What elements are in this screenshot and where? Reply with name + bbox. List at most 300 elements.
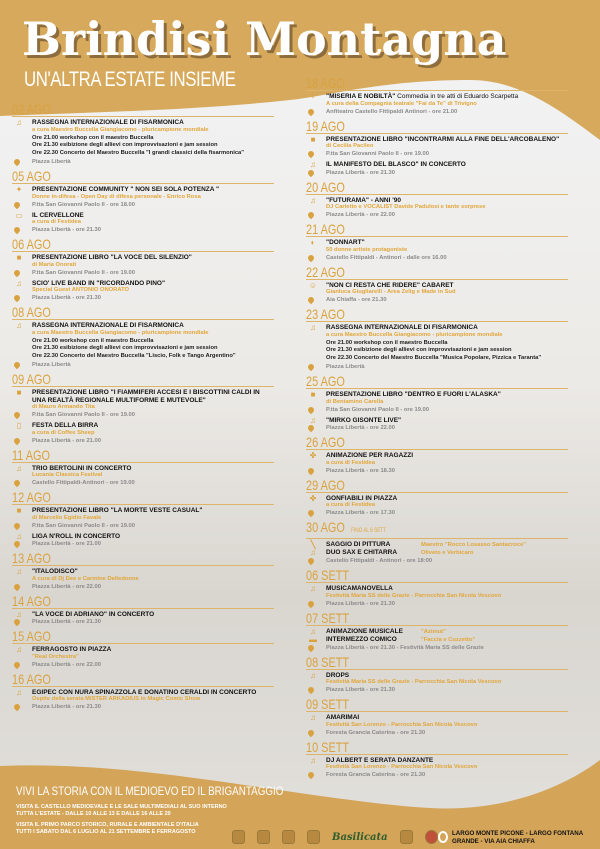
event-item: [306, 585, 568, 608]
event-title: [32, 507, 274, 515]
location-text: Piazza Libertà - ore 22.00: [32, 583, 101, 590]
location-pin-icon: [307, 253, 315, 261]
book-icon: ■: [16, 388, 22, 397]
event-title-text: "MISERIA E NOBILTÀ": [326, 93, 396, 100]
event-location: [32, 437, 274, 445]
event-title: [32, 568, 274, 576]
sponsor-logo: [282, 830, 295, 844]
location-pin-icon: [13, 582, 21, 590]
day-block: [306, 180, 568, 220]
event-item: [306, 417, 568, 433]
event-title-text: PRESENTAZIONE LIBRO "LA VOCE DEL SILENZIO": [32, 254, 192, 261]
event-location: [326, 644, 568, 652]
location-text: P.tta San Giovanni Paolo II - ore 18.00: [32, 201, 135, 208]
location-text: P.tta San Giovanni Paolo II - ore 19.00: [32, 522, 135, 529]
location-pin-icon: [307, 363, 315, 371]
day-block: [306, 222, 568, 262]
event-item: [306, 714, 568, 737]
event-item: [306, 93, 568, 116]
music-icon: ♫: [16, 321, 22, 330]
event-location: [326, 729, 568, 737]
event-title: [32, 422, 274, 430]
schedule-line: Ore 21.30 esibizione degli allievi con improvvisazioni e jam session: [326, 347, 512, 353]
date-label: 21 AGO: [306, 221, 345, 237]
location-text: Foresta Grancia Caterina - ore 21.30: [326, 729, 426, 736]
poster-title: Brindisi Montagna: [22, 12, 507, 66]
event-location: [32, 361, 274, 369]
schedule-column-right: [306, 76, 568, 782]
location-pin-icon: [307, 643, 315, 651]
event-location: [326, 406, 568, 414]
event-title: [326, 417, 568, 425]
event-item: [12, 322, 274, 369]
day-block: [306, 568, 568, 608]
event-subtitle: a cura di Festidea: [326, 459, 375, 466]
event-subtitle: di Maria Onorati: [32, 261, 77, 268]
event-subtitle: di Cecilia Pacileo: [326, 143, 374, 149]
event-title: [326, 161, 568, 169]
kids-icon: ✤: [309, 451, 317, 460]
game-icon: ▭: [15, 210, 23, 220]
date-heading: [12, 237, 216, 251]
day-block: [12, 672, 274, 712]
divider: [12, 686, 274, 687]
date-label: 15 AGO: [12, 628, 51, 644]
date-heading: [306, 307, 510, 321]
event-title: [32, 186, 274, 194]
date-label: 02 AGO: [12, 101, 51, 117]
sponsor-logos: [232, 830, 438, 844]
beer-icon: ▯: [16, 421, 22, 430]
location-text: Piazza Libertà - ore 21.30: [326, 169, 395, 176]
divider: [306, 538, 568, 539]
divider: [306, 133, 568, 134]
event-location: [326, 296, 568, 304]
event-title: [326, 672, 568, 680]
date-label: 11 AGO: [12, 446, 51, 463]
date-label: 22 AGO: [306, 263, 345, 280]
event-title-text: IL CERVELLONE: [32, 211, 84, 219]
event-location: [32, 661, 274, 669]
event-location: [326, 169, 568, 177]
footer-heading: VIVI LA STORIA CON IL MEDIOEVO ED IL BRIGANTAGGIO: [16, 784, 284, 798]
event-title: SAGGIO DI PITTURA: [326, 541, 391, 548]
event-item: [306, 757, 568, 780]
event-title: INTERMEZZO COMICO: [326, 635, 397, 643]
event-title: [32, 611, 274, 619]
divider: [12, 462, 274, 463]
event-subtitle: Special Guest ANTONIO ONORATO: [32, 287, 130, 293]
location-text: Piazza Libertà - ore 21.30: [326, 687, 395, 693]
event-location: [32, 269, 274, 277]
date-heading: [12, 672, 216, 686]
divider: [12, 608, 274, 609]
event-location: [326, 363, 568, 371]
theatre-icon: ✧: [309, 92, 317, 101]
event-title: [326, 282, 568, 290]
event-subtitle: Festività San Lorenzo - Parrocchia San Nicola Vescovo: [326, 764, 478, 770]
event-title: [32, 119, 274, 127]
music-icon: ♫: [16, 645, 22, 654]
event-item: [306, 672, 568, 695]
date-label: 10 SETT: [306, 738, 350, 755]
event-item: [12, 568, 274, 591]
day-block: [12, 629, 274, 669]
event-item: [306, 136, 568, 159]
location-text: Piazza Libertà - ore 21.00: [32, 437, 101, 444]
date-heading: [12, 448, 216, 462]
footer-line: VISITA IL CASTELLO MEDIOEVALE E LE SALE MULTIMEDIALI AL SUO INTERNO: [16, 804, 227, 810]
location-text: P.tta San Giovanni Paolo II - ore 19.00: [326, 406, 429, 413]
date-heading: [12, 629, 216, 643]
date-label: 09 SETT: [306, 696, 350, 712]
location-pin-icon: [13, 294, 21, 302]
date-heading: [12, 102, 216, 116]
music-icon: ♫: [310, 548, 316, 557]
event-title-text: RASSEGNA INTERNAZIONALE DI FISARMONICA: [32, 119, 184, 126]
event-subtitle: Lucania Classica Festival: [32, 472, 103, 478]
event-title: [326, 324, 568, 332]
event-subtitle: Gianluca Giugliarelli - Area Zelig e Made in Sud: [326, 289, 456, 295]
event-item: [12, 389, 274, 419]
kids-icon: ✤: [309, 493, 317, 503]
date-heading: [12, 594, 216, 608]
music-icon: ♫: [310, 195, 316, 205]
date-heading: [306, 435, 510, 449]
date-label: 13 AGO: [12, 550, 51, 566]
date-heading: [306, 119, 510, 133]
day-block: [12, 372, 274, 445]
event-location: [326, 254, 568, 262]
day-block: [306, 374, 568, 432]
location-text: Castello Fittipaldi - Antinori - ore 18:00: [326, 558, 433, 564]
date-heading: [306, 374, 510, 388]
footer-line: VISITA IL PRIMO PARCO STORICO, RURALE E AMBIENTALE D'ITALIA: [16, 822, 199, 828]
event-title-extra: Commedia in tre atti di Eduardo Scarpetta: [395, 93, 519, 100]
day-block: [306, 265, 568, 305]
location-text: Piazza Libertà: [326, 364, 365, 370]
event-location: [326, 424, 568, 432]
schedule-line: Ore 21.30 esibizione degli allievi con improvvisazioni e jam session: [32, 345, 218, 351]
location-pin-icon: [307, 107, 315, 115]
book-icon: ■: [16, 506, 22, 515]
event-pair-row: [310, 626, 568, 636]
book-icon: ■: [310, 134, 316, 144]
date-heading: [12, 372, 216, 386]
schedule-line: Ore 21.30 esibizione degli allievi con improvvisazioni e jam session: [32, 142, 218, 148]
date-label: 09 AGO: [12, 371, 51, 387]
date-heading: [306, 222, 510, 236]
event-title-text: AMARIMAI: [326, 714, 360, 721]
round-logo: [425, 830, 438, 844]
location-pin-icon: [307, 771, 315, 779]
location-text: Piazza Libertà - ore 21.30 - Festività Maria SS delle Grazie: [326, 644, 484, 651]
book-icon: ■: [16, 253, 22, 262]
day-block: [12, 551, 274, 591]
event-pair-row: [310, 540, 568, 549]
event-location: [326, 211, 568, 219]
divider: [12, 116, 274, 117]
event-note: "Faccia e Cuzzetto": [421, 636, 476, 643]
event-title: [32, 322, 274, 330]
day-block: [306, 307, 568, 371]
location-pin-icon: [307, 557, 315, 565]
event-title-text: DJ ALBERT E SERATA DANZANTE: [326, 756, 434, 764]
day-block: [12, 490, 274, 548]
divider: [306, 90, 568, 91]
event-note: Oliveto e Verbicaro: [421, 550, 474, 556]
event-item: [306, 452, 568, 475]
divider: [306, 321, 568, 322]
event-title-text: DROPS: [326, 671, 350, 679]
location-pin-icon: [13, 411, 21, 419]
event-subtitle: a cura di Coffee Sheep: [32, 429, 95, 436]
event-item: [12, 611, 274, 627]
event-location: [326, 557, 568, 565]
event-subtitle: a cura Maestro Buccella Giangiacomo - pluricampione mondiale: [32, 329, 209, 336]
event-item: [12, 119, 274, 166]
day-block: [12, 169, 274, 234]
location-pin-icon: [13, 361, 21, 369]
event-location: [32, 201, 274, 209]
event-location: [32, 479, 274, 487]
event-location: [32, 583, 274, 591]
basilicata-logo: Basilicata: [332, 831, 388, 843]
location-text: Piazza Libertà - ore 22.00: [326, 425, 395, 431]
date-label: 25 AGO: [306, 373, 345, 389]
divider: [12, 183, 274, 184]
event-schedule: [32, 135, 274, 158]
location-pin-icon: [307, 599, 315, 607]
location-text: Piazza Libertà - ore 22.00: [326, 212, 395, 218]
event-title: [32, 465, 274, 473]
date-note: FINO AL 6 SETT: [351, 528, 387, 534]
date-heading: [306, 611, 510, 625]
date-label: 18 AGO: [306, 75, 345, 91]
divider: [12, 565, 274, 566]
location-pin-icon: [307, 728, 315, 736]
event-subtitle: di Beniamino Carella: [326, 398, 384, 405]
location-text: Piazza Libertà - ore 18.30: [326, 467, 395, 474]
day-block: [12, 237, 274, 302]
date-label: 08 SETT: [306, 653, 350, 670]
location-pin-icon: [13, 479, 21, 487]
event-title: [32, 646, 274, 654]
location-text: Piazza Libertà - ore 21.30: [32, 295, 101, 301]
event-title-text: FESTA DELLA BIRRA: [32, 422, 99, 429]
event-pair-row: [309, 634, 568, 644]
date-label: 05 AGO: [12, 168, 51, 184]
event-title: [326, 757, 568, 765]
date-label: 19 AGO: [306, 117, 345, 134]
event-title-text: RASSEGNA INTERNAZIONALE DI FISARMONICA: [32, 322, 184, 329]
event-title-text: IL MANIFESTO DEL BLASCO" IN CONCERTO: [326, 161, 466, 168]
location-pin-icon: [307, 509, 315, 517]
location-pin-icon: [307, 150, 315, 158]
event-item: [12, 254, 274, 277]
day-block: [12, 594, 274, 627]
event-title-text: "LA VOCE DI ADRIANO" IN CONCERTO: [32, 610, 155, 618]
event-location: [32, 411, 274, 419]
music-icon: ♫: [16, 278, 22, 288]
event-title: [326, 495, 568, 503]
event-title: [32, 533, 274, 541]
event-subtitle: A cura della Compagnia teatrale "Fai da Te" di Trivigno: [326, 100, 477, 107]
location-text: Piazza Libertà - ore 21.30: [32, 227, 101, 233]
event-subtitle: Donne in-difesa - Open Day di difesa personale - Enrico Rosa: [32, 193, 201, 200]
book-icon: ■: [310, 390, 316, 399]
comedy-icon: ☺: [308, 280, 318, 290]
event-title-text: PRESENTAZIONE COMMUNITY " NON SEI SOLA POTENZA ": [32, 186, 220, 193]
event-subtitle: "Real Orchestra": [32, 653, 79, 660]
divider: [12, 251, 274, 252]
event-title-text: FERRAGOSTO IN PIAZZA: [32, 646, 112, 653]
camera-icon: ▬: [309, 634, 317, 644]
location-pin-icon: [307, 466, 315, 474]
event-title-text: EGIPEC CON NURA SPINAZZOLA E DONATINO CERALDI IN CONCERTO: [32, 688, 257, 696]
event-item: [12, 533, 274, 549]
date-label: 06 SETT: [306, 567, 350, 583]
event-location: [32, 522, 274, 530]
event-location: [32, 158, 274, 166]
event-item: [12, 280, 274, 303]
event-item: [12, 646, 274, 669]
location-text: Piazza Libertà - ore 21.00: [32, 541, 101, 547]
event-item: [306, 161, 568, 177]
event-title-text: TRIO BERTOLINI IN CONCERTO: [32, 464, 132, 472]
day-block: [12, 102, 274, 166]
event-title-text: SCIO' LIVE BAND IN "RICORDANDO PINO": [32, 279, 166, 287]
day-block: [306, 520, 568, 565]
location-pin-icon: [13, 540, 21, 548]
music-icon: ♫: [310, 713, 316, 722]
divider: [12, 319, 274, 320]
event-title-text: ANIMAZIONE PER RAGAZZI: [326, 452, 414, 459]
event-item: [12, 689, 274, 712]
day-block: [306, 76, 568, 116]
music-icon: ♫: [310, 323, 316, 332]
location-text: Foresta Grancia Caterina - ore 21.30: [326, 772, 426, 778]
event-location: [32, 294, 274, 302]
event-item: [306, 628, 568, 652]
event-item: [306, 391, 568, 414]
event-location: [32, 540, 274, 548]
event-location: [32, 618, 274, 626]
location-pin-icon: [307, 424, 315, 432]
divider: [306, 388, 568, 389]
location-text: Piazza Libertà - ore 21.30: [32, 704, 101, 710]
location-text: Piazza Libertà - ore 22.00: [32, 661, 101, 668]
event-location: [326, 108, 568, 116]
music-icon: ♫: [310, 755, 316, 765]
location-pin-icon: [13, 268, 21, 276]
event-item: [306, 324, 568, 371]
event-item: [12, 465, 274, 488]
location-text: Castello Fittipaldi-Antinori - ore 19.00: [32, 480, 135, 486]
event-subtitle: di Marcello Egidio Favale: [32, 514, 102, 521]
music-icon: ♫: [16, 118, 22, 127]
music-icon: ♫: [310, 160, 316, 169]
date-label: 12 AGO: [12, 489, 51, 505]
event-title: [326, 585, 568, 593]
b-logo: [400, 830, 413, 844]
day-block: [12, 448, 274, 488]
date-label: 30 AGO: [306, 519, 345, 535]
footer-address: LARGO MONTE PICONE - LARGO FONTANA GRANDE - VIA AIA CHIAFFA: [452, 830, 583, 845]
event-title-text: PRESENTAZIONE LIBRO "I FIAMMIFERI ACCESI E I BISCOTTINI CALDI IN UNA REALTÀ REGIONALE MULTIFORME E MUTEVOLE": [32, 389, 260, 404]
event-title-text: PRESENTAZIONE LIBRO "INCONTRARMI ALLA FINE DELL'ARCOBALENO": [326, 135, 560, 143]
location-pin-icon: [307, 296, 315, 304]
event-note: Maestro "Rocco Losasso Santacroce": [421, 542, 527, 548]
event-title: [326, 197, 568, 205]
schedule-line: Ore 22.30 Concerto del Maestro Buccella "Liscio, Folk e Tango Argentino": [32, 352, 236, 359]
castle-logo: [257, 830, 270, 844]
event-title-text: "ITALODISCO": [32, 568, 78, 575]
event-title-text: PRESENTAZIONE LIBRO "LA MORTE VESTE CASUAL": [32, 507, 203, 514]
event-title: DUO SAX E CHITARRA: [326, 549, 398, 556]
date-heading: [306, 265, 510, 279]
date-label: 08 AGO: [12, 304, 51, 320]
schedule-line: Ore 22.30 Concerto del Maestro Buccella "I grandi classici della fisarmonica": [32, 149, 245, 156]
location-pin-icon: [13, 703, 21, 711]
event-subtitle: Festività Maria SS delle Grazie - Parrocchia San Nicola Vescovo: [326, 592, 502, 599]
day-block: [306, 611, 568, 652]
divider: [12, 643, 274, 644]
date-heading: [306, 697, 510, 711]
event-title-text: MUSICAMANOVELLA: [326, 585, 393, 592]
location-pin-icon: [13, 436, 21, 444]
schedule-column-left: [12, 102, 274, 714]
location-pin-icon: [438, 831, 448, 843]
event-title: ANIMAZIONE MUSICALE: [326, 627, 403, 635]
divider: [12, 504, 274, 505]
event-location: [326, 771, 568, 779]
event-title-text: RASSEGNA INTERNAZIONALE DI FISARMONICA: [326, 324, 478, 331]
event-pair-row: [310, 548, 568, 557]
event-title: [326, 391, 568, 399]
po-logo: [307, 830, 320, 844]
location-pin-icon: [13, 200, 21, 208]
day-block: [12, 305, 274, 369]
brush-icon: ╲: [310, 540, 316, 549]
day-block: [306, 478, 568, 518]
location-pin-icon: [307, 405, 315, 413]
day-block: [306, 740, 568, 780]
location-text: P.tta San Giovanni Paolo II - ore 19.00: [326, 151, 429, 157]
date-heading: [306, 655, 510, 669]
footer-info: [16, 784, 342, 836]
event-schedule: [326, 340, 568, 363]
event-title-text: "NON CI RESTA CHE RIDERE" CABARET: [326, 281, 454, 289]
location-pin-icon: [307, 686, 315, 694]
day-block: [306, 697, 568, 737]
footer-line: TUTTI I SABATO DAL 6 LUGLIO AL 21 SETTEMBRE E FERRAGOSTO: [16, 829, 196, 835]
date-label: 29 AGO: [306, 476, 345, 493]
event-title: [326, 239, 568, 247]
event-subtitle: a cura Maestro Buccella Giangiacomo - pluricampione mondiale: [32, 126, 209, 133]
day-block: [306, 119, 568, 177]
event-location: [326, 686, 568, 694]
event-title-text: LIGA N'ROLL IN CONCERTO: [32, 532, 121, 540]
event-title-text: "FUTURAMA" - ANNI '90: [326, 196, 401, 204]
music-icon: ♫: [16, 687, 22, 697]
event-item: [12, 186, 274, 209]
art-icon: ◐: [310, 238, 316, 247]
location-text: Castello Fittipaldi - Antinori - dalle ore 16.00: [326, 254, 447, 261]
date-label: 06 AGO: [12, 236, 51, 252]
day-block: [306, 435, 568, 475]
music-icon: ♫: [16, 609, 22, 619]
